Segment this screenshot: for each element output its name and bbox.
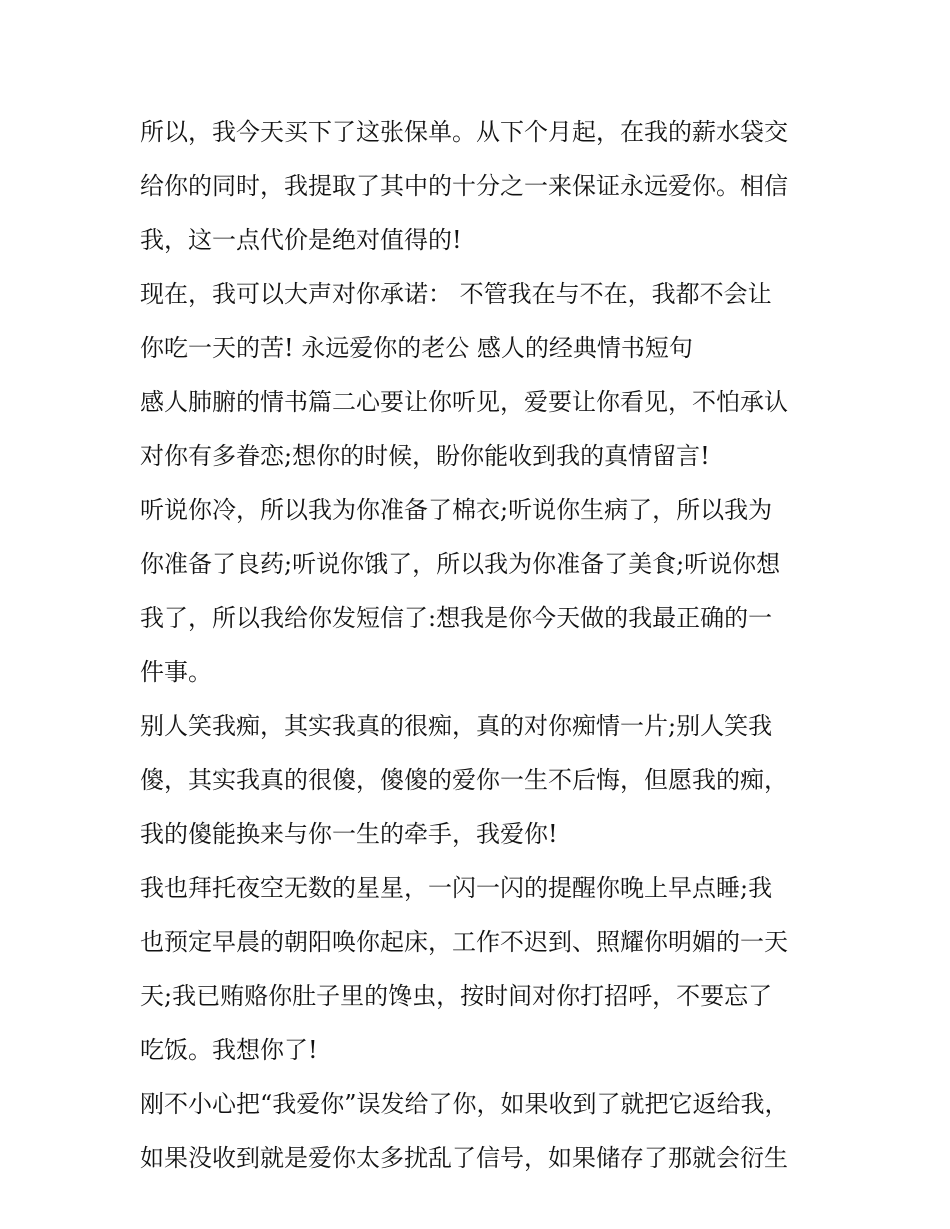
text-line: 感人肺腑的情书篇二心要让你听见，爱要让你看见，不怕承认 bbox=[140, 388, 788, 416]
text-line: 我也拜托夜空无数的星星，一闪一闪的提醒你晚上早点睡;我 bbox=[140, 874, 773, 902]
text-line: 你吃一天的苦! 永远爱你的老公 感人的经典情书短句 bbox=[140, 334, 693, 362]
text-line: 傻，其实我真的很傻，傻傻的爱你一生不后悔，但愿我的痴， bbox=[140, 766, 788, 794]
text-line: 别人笑我痴，其实我真的很痴，真的对你痴情一片;别人笑我 bbox=[140, 712, 773, 740]
text-line: 对你有多眷恋;想你的时候，盼你能收到我的真情留言! bbox=[140, 442, 710, 470]
text-line: 天;我已贿赂你肚子里的馋虫，按时间对你打招呼，不要忘了 bbox=[140, 982, 773, 1010]
text-line: 也预定早晨的朝阳唤你起床，工作不迟到、照耀你明媚的一天 bbox=[140, 928, 788, 956]
text-line: 给你的同时，我提取了其中的十分之一来保证永远爱你。相信 bbox=[140, 172, 788, 200]
text-line: 如果没收到就是爱你太多扰乱了信号，如果储存了那就会衍生 bbox=[140, 1144, 788, 1172]
text-line: 我的傻能换来与你一生的牵手，我爱你! bbox=[140, 820, 558, 848]
document-text bbox=[140, 105, 820, 1185]
text-line: 你准备了良药;听说你饿了，所以我为你准备了美食;听说你想 bbox=[140, 550, 781, 578]
text-line: 听说你冷，所以我为你准备了棉衣;听说你生病了，所以我为 bbox=[140, 496, 773, 524]
text-line: 我，这一点代价是绝对值得的! bbox=[140, 226, 462, 254]
text-line: 所以，我今天买下了这张保单。从下个月起，在我的薪水袋交 bbox=[140, 118, 788, 146]
text-line: 刚不小心把“我爱你”误发给了你，如果收到了就把它返给我， bbox=[140, 1090, 789, 1118]
text-line: 吃饭。我想你了! bbox=[140, 1036, 318, 1064]
text-line: 现在，我可以大声对你承诺： 不管我在与不在，我都不会让 bbox=[140, 280, 772, 308]
text-line: 我了，所以我给你发短信了:想我是你今天做的我最正确的一 bbox=[140, 604, 773, 632]
text-line: 件事。 bbox=[140, 658, 212, 686]
